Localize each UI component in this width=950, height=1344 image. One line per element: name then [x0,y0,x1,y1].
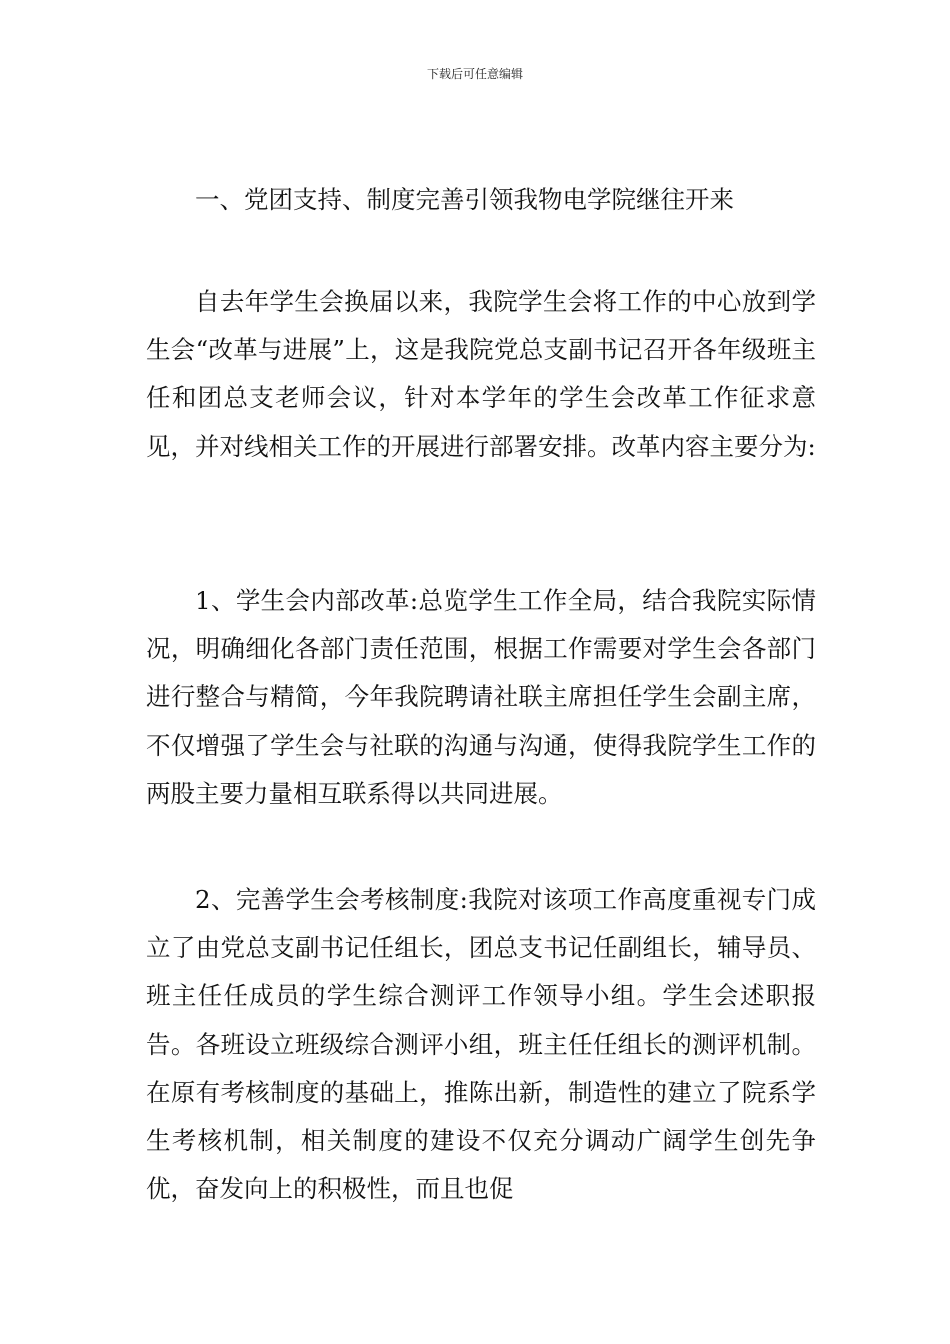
paragraph-item-2: 2、完善学生会考核制度:我院对该项工作高度重视专门成立了由党总支副书记任组长，团总支书记任副组长，辅导员、班主任任成员的学生综合测评工作领导小组。学生会述职报告。各班设立班级综合测评小组，班主任任组长的测评机制。在原有考核制度的基础上，推陈出新，制造性的建立了院系学生考核机制，相关制度的建设不仅充分调动广阔学生创先争优，奋发向上的积极性，而且也促 [146,885,816,1204]
paragraph-intro: 自去年学生会换届以来，我院学生会将工作的中心放到学生会“改革与进展”上，这是我院党总支副书记召开各年级班主任和团总支老师会议，针对本学年的学生会改革工作征求意见，并对线相关工作的开展进行部署安排。改革内容主要分为: [146,287,816,461]
header-note: 下载后可任意编辑 [426,67,523,81]
section-heading: 一、党团支持、制度完善引领我物电学院继往开来 [195,185,734,214]
paragraph-item-1: 1、学生会内部改革:总览学生工作全局，结合我院实际情况，明确细化各部门责任范围，根据工作需要对学生会各部门进行整合与精简，今年我院聘请社联主席担任学生会副主席，不仅增强了学生会与社联的沟通与沟通，使得我院学生工作的两股主要力量相互联系得以共同进展。 [146,586,816,808]
